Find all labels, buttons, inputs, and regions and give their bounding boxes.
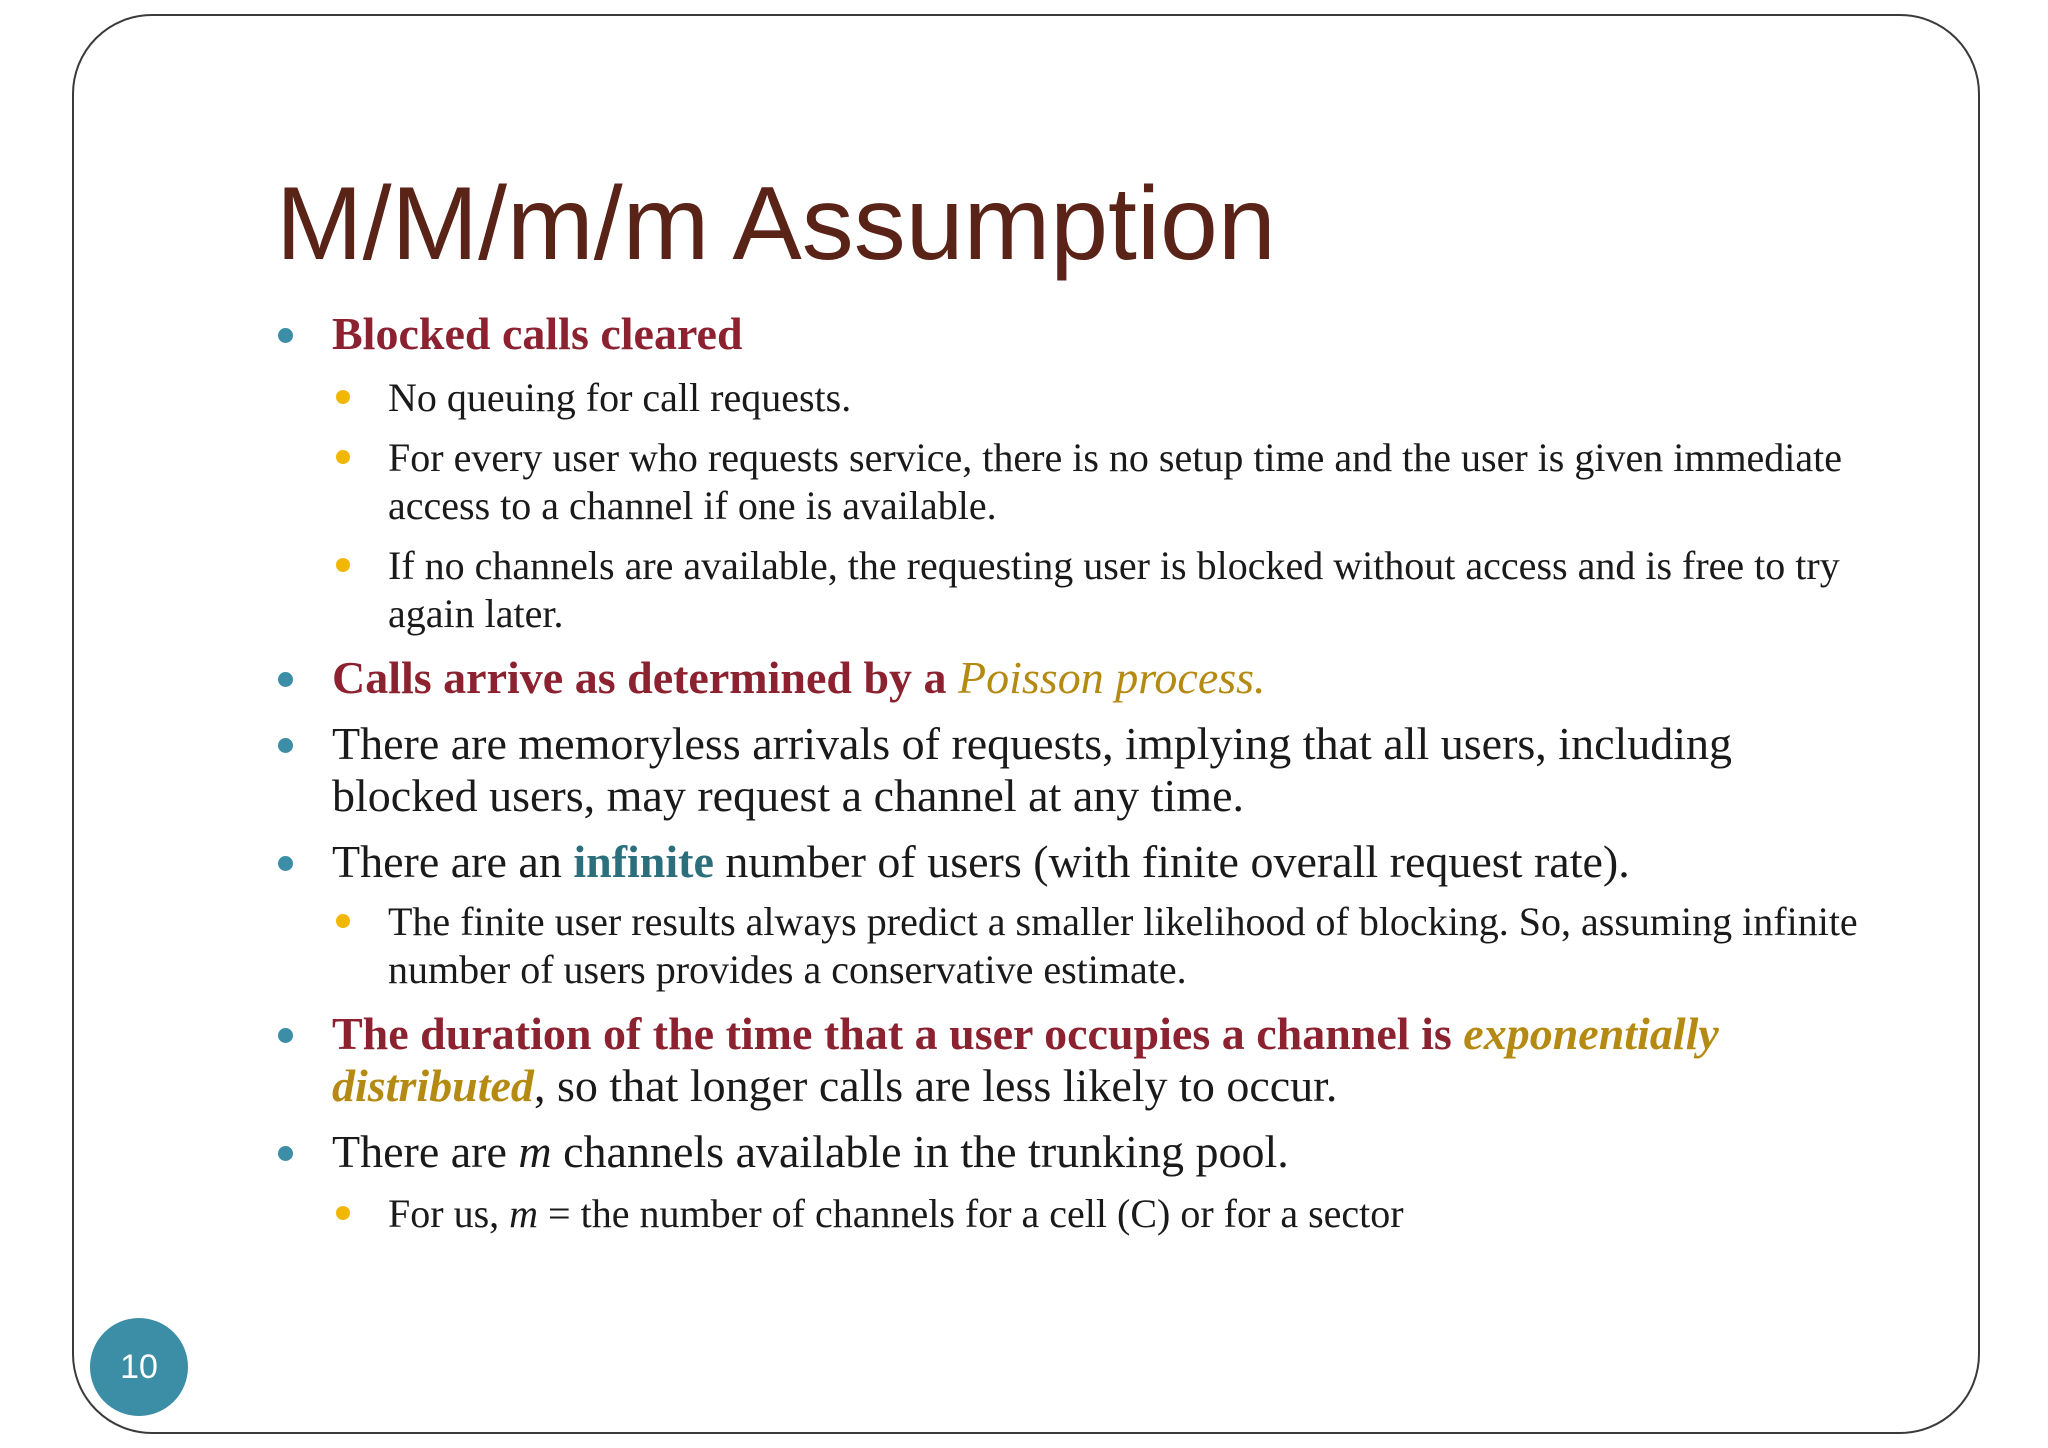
- bullet-poisson: [276, 652, 1876, 704]
- sub-bullet-no-setup: For every user who requests service, there is no setup time and the user is given immediate access to a channel if one is available.: [332, 434, 1876, 530]
- infinite-highlight: infinite: [573, 836, 714, 887]
- bullet-heading: Blocked calls cleared: [332, 308, 743, 359]
- bullet-m-channels: [276, 1126, 1876, 1238]
- sub-bullet-list: [276, 1190, 1876, 1238]
- m-def-post: = the number of channels for a cell (C) or for a sector: [538, 1191, 1404, 1236]
- duration-bold: The duration of the time that a user occupies a channel is: [332, 1008, 1464, 1059]
- bullet-infinite-users: [276, 836, 1876, 994]
- poisson-tail: .: [1254, 652, 1266, 703]
- sub-bullet-no-queuing: No queuing for call requests.: [332, 374, 1876, 422]
- sub-bullet-m-definition: [332, 1190, 1876, 1238]
- duration-highlight: exponentially distributed: [332, 1008, 1719, 1111]
- bullet-memoryless: There are memoryless arrivals of requests, implying that all users, including blocked users, may request a channel at any time.: [276, 718, 1876, 822]
- sub-bullet-blocked-user: If no channels are available, the requesting user is blocked without access and is free to try again later.: [332, 542, 1876, 638]
- bullet-list: [276, 308, 1876, 1238]
- bullet-blocked-calls: [276, 308, 1876, 638]
- infinite-post: number of users (with finite overall request rate).: [713, 836, 1630, 887]
- m-def-var: m: [509, 1191, 539, 1236]
- sub-bullet-finite-results: The finite user results always predict a smaller likelihood of blocking. So, assuming infinite number of users provides a conservative estimate.: [332, 898, 1876, 994]
- m-channels-var: m: [518, 1126, 552, 1177]
- duration-post: , so that longer calls are less likely to occur.: [533, 1060, 1338, 1111]
- page-number-badge: 10: [90, 1318, 188, 1416]
- poisson-highlight: Poisson process: [958, 652, 1255, 703]
- m-def-pre: For us,: [388, 1191, 510, 1236]
- sub-bullet-list: [276, 898, 1876, 994]
- m-channels-pre: There are: [332, 1126, 519, 1177]
- slide-title: M/M/m/m Assumption: [276, 166, 1276, 282]
- infinite-pre: There are an: [332, 836, 574, 887]
- sub-bullet-list: [276, 374, 1876, 638]
- poisson-text: Calls arrive as determined by a: [332, 652, 959, 703]
- bullet-duration: [276, 1008, 1876, 1112]
- m-channels-post: channels available in the trunking pool.: [551, 1126, 1289, 1177]
